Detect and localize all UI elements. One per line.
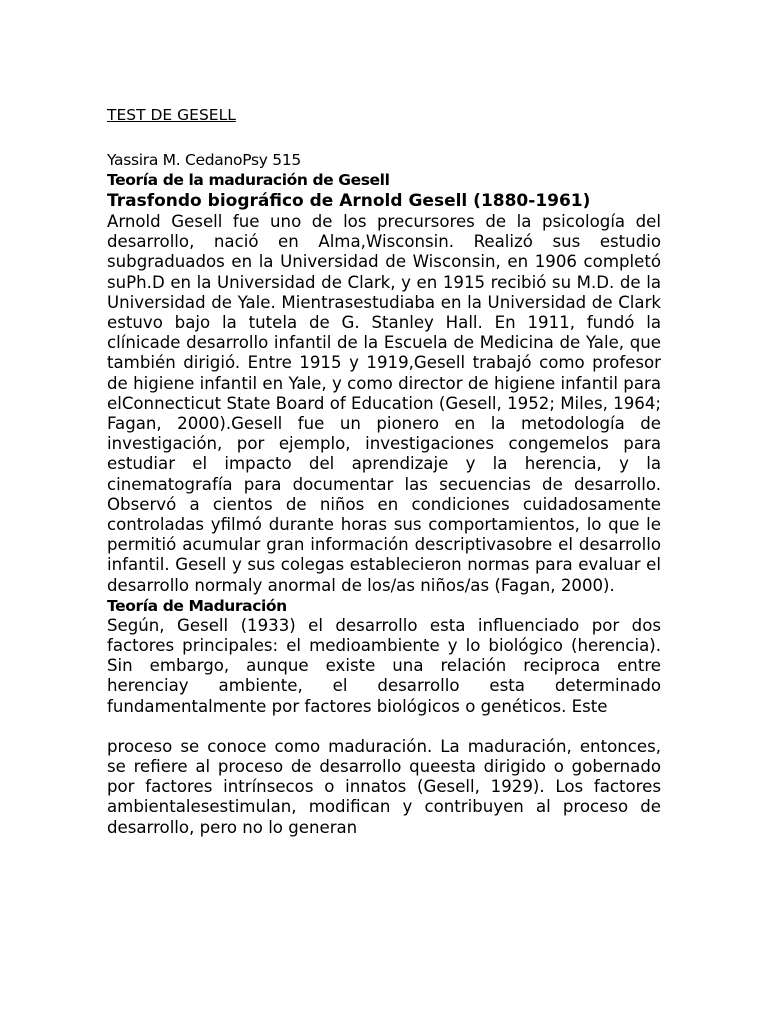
heading-theory: Teoría de la maduración de Gesell <box>107 171 390 189</box>
heading-biography: Trasfondo biográfico de Arnold Gesell (1880-1961) <box>107 191 591 211</box>
document-title: TEST DE GESELL <box>107 106 236 124</box>
spacer <box>107 126 661 150</box>
paragraph-gap <box>107 717 661 737</box>
paragraph-biography: Arnold Gesell fue uno de los precursores de la psicología del desarrollo, nació en Alma,Wisconsin. Realizó sus estudio subgraduados en la Universidad de Wisconsin, en 1906 completó suPh.D en la Universidad de Clark, y en 1915 recibió su M.D. de la Universidad de Yale. Mientrasestudiaba en la Universidad de Clark estuvo bajo la tutela de G. Stanley Hall. En 1911, fundó la clínicade desarrollo infantil de la Escuela de Medicina de Yale, que también dirigió. Entre 1915 y 1919,Gesell trabajó como profesor de higiene infantil en Yale, y como director de higiene infantil para elConnecticut State Board of Education (Gesell, 1952; Miles, 1964; Fagan, 2000).Gesell fue un pionero en la metodología de investigación, por ejemplo, investigaciones congemelos para estudiar el impacto del aprendizaje y la herencia, y la cinematografía para documentar las secuencias de desarrollo. Observó a cientos de niños en condiciones cuidadosamente controladas yfilmó durante horas sus comportamientos, lo que le permitió acumular gran información descriptivasobre el desarrollo infantil. Gesell y sus colegas establecieron normas para evaluar el desarrollo normaly anormal de los/as niños/as (Fagan, 2000). <box>107 212 661 595</box>
paragraph-maduracion: Según, Gesell (1933) el desarrollo esta influenciado por dos factores principales: el medioambiente y lo biológico (herencia). Sin embargo, aunque existe una relación reciproca entre herenciay ambiente, el desarrollo esta determinado fundamentalmente por factores biológicos o genéticos. Este <box>107 615 661 716</box>
heading-maduracion: Teoría de Maduración <box>107 596 287 615</box>
document-page <box>107 104 661 838</box>
author-line: Yassira M. CedanoPsy 515 <box>107 151 301 169</box>
paragraph-proceso: proceso se conoce como maduración. La maduración, entonces, se refiere al proceso de desarrollo queesta dirigido o gobernado por factores intrínsecos o innatos (Gesell, 1929). Los factores ambientalesestimulan, modifican y contribuyen al proceso de desarrollo, pero no lo generan <box>107 736 661 837</box>
